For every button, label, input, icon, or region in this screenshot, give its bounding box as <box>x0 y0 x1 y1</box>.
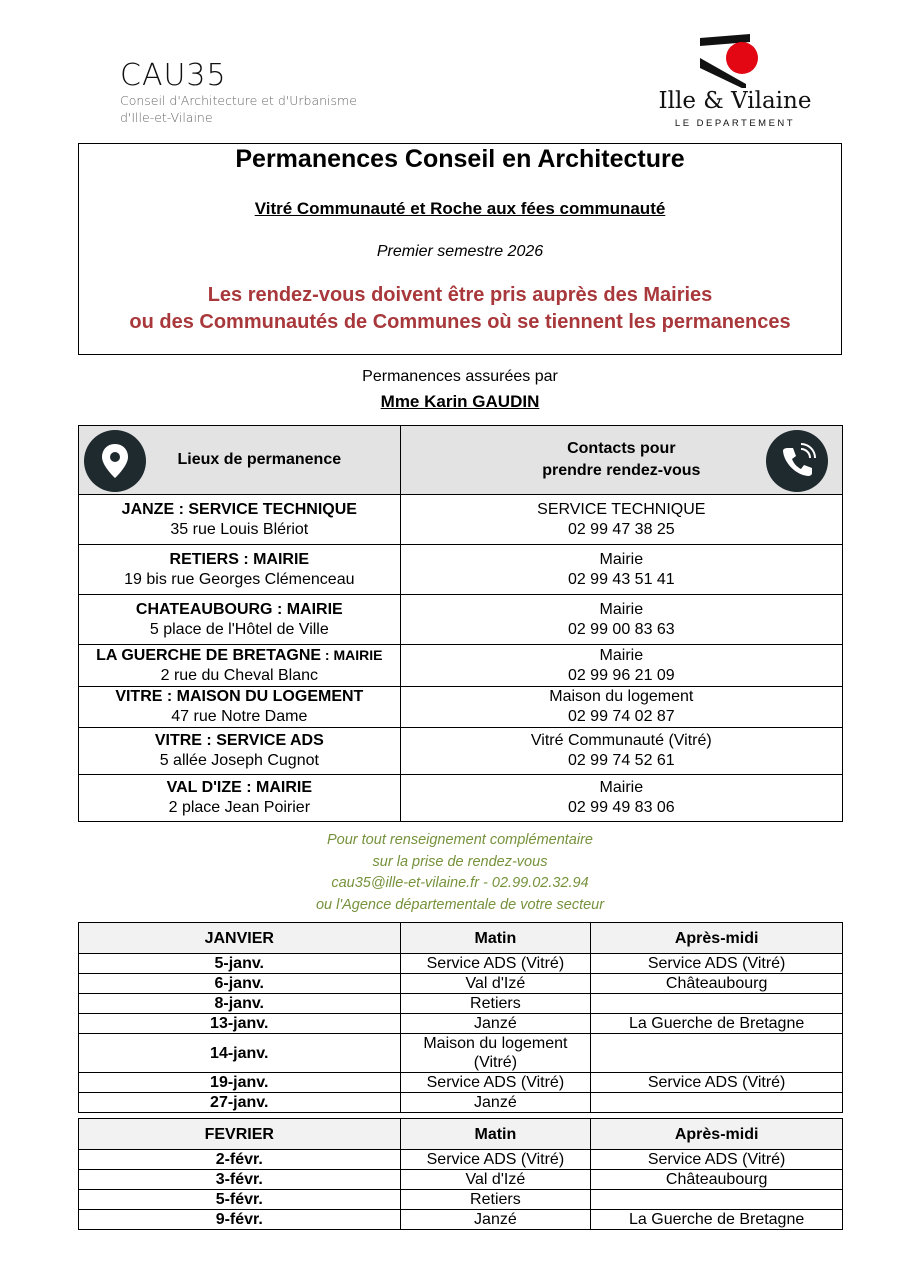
afternoon-slot <box>591 1190 843 1210</box>
location-address: 19 bis rue Georges Clémenceau <box>124 570 355 588</box>
location-row <box>79 775 843 822</box>
location-cell <box>79 645 401 687</box>
schedule-row <box>79 994 843 1014</box>
schedule-date: 9-févr. <box>79 1210 401 1230</box>
location-cell <box>79 775 401 822</box>
contact-name: Mairie <box>599 779 644 796</box>
contact-cell <box>400 595 842 645</box>
morning-slot: Janzé <box>400 1093 591 1113</box>
assured-by-label: Permanences assurées par <box>362 368 558 385</box>
location-name <box>79 600 400 620</box>
contact-cell <box>400 645 842 687</box>
ille-et-vilaine-logo <box>650 32 820 132</box>
location-name-text: RETIERS : MAIRIE <box>169 550 310 568</box>
morning-slot: Retiers <box>400 1190 591 1210</box>
morning-slot: Service ADS (Vitré) <box>400 1073 591 1093</box>
location-name <box>79 778 400 798</box>
location-address: 2 rue du Cheval Blanc <box>160 667 319 684</box>
location-cell <box>79 545 401 595</box>
schedule-row <box>79 954 843 974</box>
info-line2: sur la prise de rendez-vous <box>372 853 548 870</box>
schedule-header-row <box>79 923 843 954</box>
morning-slot: Janzé <box>400 1210 591 1230</box>
location-row <box>79 728 843 775</box>
location-pin-icon <box>84 430 146 492</box>
schedule-date: 2-févr. <box>79 1150 401 1170</box>
contacts-header-line1: Contacts pour <box>567 440 676 457</box>
cau35-name: CAU35 <box>120 58 227 93</box>
contact-phone: 02 99 47 38 25 <box>567 520 675 538</box>
schedule-row <box>79 974 843 994</box>
schedule-date: 14-janv. <box>79 1034 401 1073</box>
afternoon-slot: La Guerche de Bretagne <box>591 1014 843 1034</box>
location-address: 47 rue Notre Dame <box>171 708 308 725</box>
afternoon-slot <box>591 1093 843 1113</box>
month-name: FEVRIER <box>79 1119 401 1150</box>
location-address: 35 rue Louis Blériot <box>170 520 309 538</box>
morning-slot: Service ADS (Vitré) <box>400 954 591 974</box>
department-name: Ille & Vilaine <box>658 88 812 114</box>
morning-slot: Retiers <box>400 994 591 1014</box>
contact-phone: 02 99 74 52 61 <box>567 752 675 769</box>
schedule-row <box>79 1073 843 1093</box>
location-cell <box>79 495 401 545</box>
location-name <box>79 645 400 666</box>
contact-name: SERVICE TECHNIQUE <box>537 500 706 518</box>
contact-cell <box>400 687 842 728</box>
locations-header-label: Lieux de permanence <box>177 451 342 468</box>
afternoon-slot: Service ADS (Vitré) <box>591 954 843 974</box>
cau35-subtitle-line1: Conseil d'Architecture et d'Urbanisme <box>120 93 357 108</box>
afternoon-header: Après-midi <box>591 1119 843 1150</box>
morning-slot: Val d'Izé <box>400 1170 591 1190</box>
page-title: Permanences Conseil en Architecture <box>235 145 685 173</box>
contact-name: Mairie <box>599 550 644 568</box>
schedule-table-janvier <box>78 922 843 1113</box>
contact-phone: 02 99 74 02 87 <box>567 708 675 725</box>
contact-name: Mairie <box>599 600 644 618</box>
cau35-subtitle-line2: d'Ille-et-Vilaine <box>120 110 213 125</box>
morning-header: Matin <box>400 923 591 954</box>
schedule-date: 6-janv. <box>79 974 401 994</box>
location-name-text: VITRE : SERVICE ADS <box>154 732 324 749</box>
contact-name: Mairie <box>599 646 644 664</box>
schedule-date: 8-janv. <box>79 994 401 1014</box>
month-name: JANVIER <box>79 923 401 954</box>
location-row <box>79 545 843 595</box>
contact-name: Vitré Communauté (Vitré) <box>530 732 712 749</box>
schedule-header-row <box>79 1119 843 1150</box>
afternoon-slot <box>591 1034 843 1073</box>
schedule-date: 27-janv. <box>79 1093 401 1113</box>
location-cell <box>79 728 401 775</box>
location-address: 5 allée Joseph Cugnot <box>159 752 319 769</box>
info-line4: ou l'Agence départementale de votre secteur <box>315 896 605 913</box>
contacts-header-line2: prendre rendez-vous <box>542 462 701 479</box>
schedule-date: 13-janv. <box>79 1014 401 1034</box>
schedule-row <box>79 1210 843 1230</box>
location-name-text: JANZE : SERVICE TECHNIQUE <box>121 500 357 518</box>
contact-cell <box>400 775 842 822</box>
schedule-date: 3-févr. <box>79 1170 401 1190</box>
contact-cell <box>400 728 842 775</box>
contact-phone: 02 99 49 83 06 <box>567 799 675 816</box>
notice-line1: Les rendez-vous doivent être pris auprès des Mairies <box>207 284 713 306</box>
location-cell <box>79 687 401 728</box>
morning-header: Matin <box>400 1119 591 1150</box>
afternoon-slot: La Guerche de Bretagne <box>591 1210 843 1230</box>
schedule-row <box>79 1170 843 1190</box>
department-subtitle: LE DEPARTEMENT <box>674 118 796 129</box>
morning-slot: Maison du logement (Vitré) <box>400 1034 591 1073</box>
schedule-row <box>79 1190 843 1210</box>
location-name <box>79 731 400 751</box>
contact-cell <box>400 545 842 595</box>
schedule-row <box>79 1034 843 1073</box>
location-row <box>79 687 843 728</box>
contact-phone: 02 99 96 21 09 <box>567 666 675 684</box>
location-name-text: LA GUERCHE DE BRETAGNE <box>96 647 322 664</box>
cau35-subtitle <box>120 92 420 126</box>
afternoon-slot: Châteaubourg <box>591 1170 843 1190</box>
location-name-suffix: : MAIRIE <box>321 647 383 663</box>
department-emblem-icon <box>650 32 820 88</box>
afternoon-slot: Service ADS (Vitré) <box>591 1150 843 1170</box>
schedule-row <box>79 1014 843 1034</box>
location-name-text: CHATEAUBOURG : MAIRIE <box>135 600 343 618</box>
contacts-header <box>400 426 842 495</box>
location-address: 2 place Jean Poirier <box>168 799 311 816</box>
phone-icon <box>766 430 828 492</box>
schedule-date: 19-janv. <box>79 1073 401 1093</box>
semester-label: Premier semestre 2026 <box>376 243 544 260</box>
locations-header-row <box>79 426 843 495</box>
title-box <box>78 143 842 355</box>
contact-cell <box>400 495 842 545</box>
morning-slot: Val d'Izé <box>400 974 591 994</box>
schedule-row <box>79 1150 843 1170</box>
location-name <box>79 687 400 707</box>
location-name-text: VAL D'IZE : MAIRIE <box>166 779 313 796</box>
cau35-logo <box>120 60 420 126</box>
info-block <box>0 830 900 916</box>
info-line1: Pour tout renseignement complémentaire <box>327 832 593 848</box>
schedule-date: 5-févr. <box>79 1190 401 1210</box>
location-name <box>79 550 400 570</box>
location-address: 5 place de l'Hôtel de Ville <box>149 620 329 638</box>
afternoon-slot <box>591 994 843 1014</box>
page-subtitle: Vitré Communauté et Roche aux fées communauté <box>254 199 666 218</box>
contact-name: Maison du logement <box>549 688 694 705</box>
locations-header-left <box>79 426 401 495</box>
afternoon-slot: Service ADS (Vitré) <box>591 1073 843 1093</box>
location-row <box>79 595 843 645</box>
location-name <box>79 500 400 520</box>
morning-slot: Service ADS (Vitré) <box>400 1150 591 1170</box>
location-name-text: VITRE : MAISON DU LOGEMENT <box>115 688 364 705</box>
location-row <box>79 645 843 687</box>
contact-email-phone: cau35@ille-et-vilaine.fr - 02.99.02.32.94 <box>331 875 589 891</box>
schedule-date: 5-janv. <box>79 954 401 974</box>
schedule-table-fevrier <box>78 1118 843 1230</box>
location-row <box>79 495 843 545</box>
schedule-row <box>79 1093 843 1113</box>
morning-slot: Janzé <box>400 1014 591 1034</box>
location-cell <box>79 595 401 645</box>
contact-phone: 02 99 00 83 63 <box>567 620 675 638</box>
afternoon-header: Après-midi <box>591 923 843 954</box>
appointment-notice <box>79 282 841 336</box>
contact-phone: 02 99 43 51 41 <box>567 570 675 588</box>
locations-table <box>78 425 843 822</box>
afternoon-slot: Châteaubourg <box>591 974 843 994</box>
advisor-name: Mme Karin GAUDIN <box>380 392 540 411</box>
notice-line2: ou des Communautés de Communes où se tiennent les permanences <box>129 311 791 333</box>
